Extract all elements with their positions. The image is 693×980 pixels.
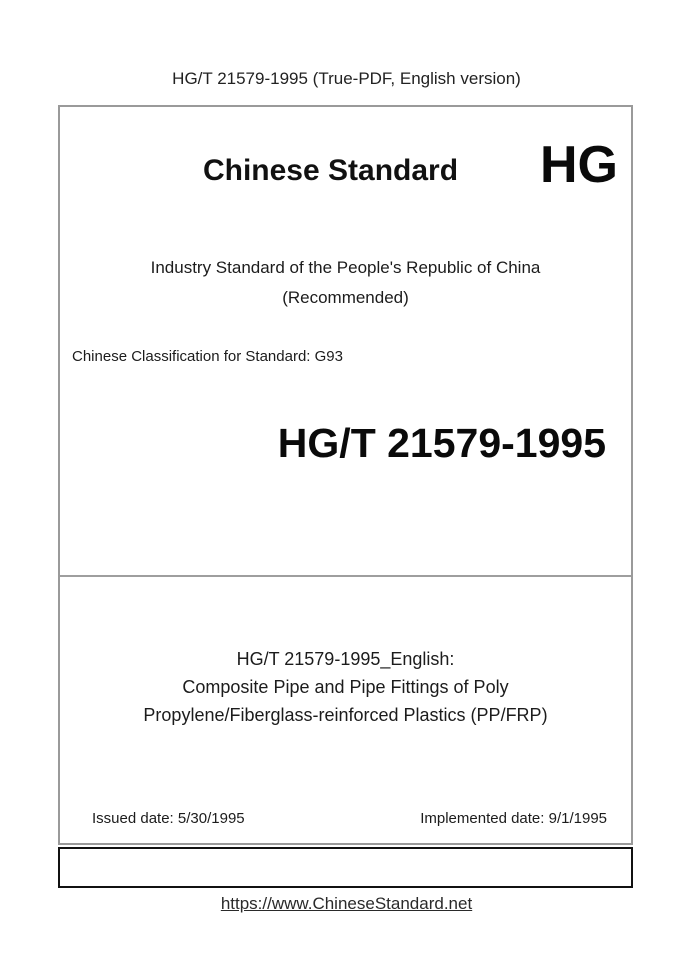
standard-type-block <box>60 253 631 313</box>
english-title-line1: HG/T 21579-1995_English: <box>236 649 455 669</box>
classification-text: Chinese Classification for Standard: G93 <box>72 348 343 365</box>
english-title-block <box>60 645 631 729</box>
document-header: HG/T 21579-1995 (True-PDF, English version) <box>172 69 521 88</box>
standard-type-line1: Industry Standard of the People's Republic of China <box>150 258 541 277</box>
cover-box <box>58 105 633 845</box>
brand-title: Chinese Standard <box>202 154 459 187</box>
english-title-line3: Propylene/Fiberglass-reinforced Plastics (PP/FRP) <box>143 705 548 725</box>
site-link[interactable]: https://www.ChineseStandard.net <box>220 894 473 913</box>
dates-row <box>92 808 607 830</box>
footer-info-box <box>58 847 633 888</box>
document-footer <box>0 892 693 916</box>
standard-type-line2: (Recommended) <box>282 288 409 307</box>
implemented-date: Implemented date: 9/1/1995 <box>420 810 607 827</box>
issued-date: Issued date: 5/30/1995 <box>92 810 245 827</box>
hg-logo: HG <box>540 136 618 194</box>
standard-code-title: HG/T 21579-1995 <box>277 420 606 466</box>
section-divider <box>60 575 631 577</box>
english-title-line2: Composite Pipe and Pipe Fittings of Poly <box>182 677 509 697</box>
